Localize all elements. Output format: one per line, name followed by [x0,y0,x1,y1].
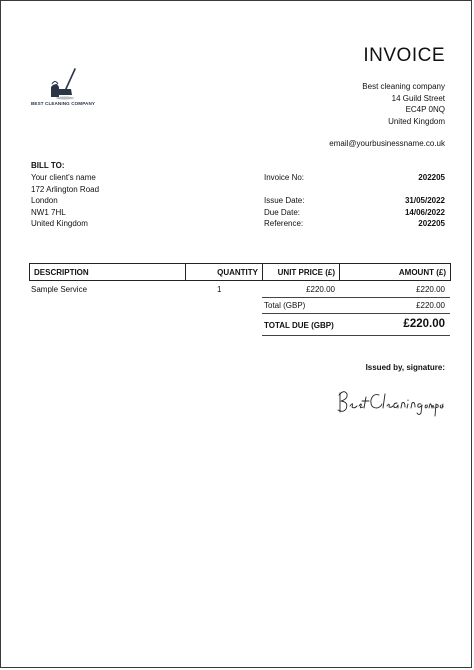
bill-to-address [31,172,99,230]
client-name: Your client's name [31,173,96,182]
total-due-label: TOTAL DUE (GBP) [264,321,334,330]
total-bottom-divider [262,335,450,336]
item-description: Sample Service [31,285,88,294]
items-table [29,263,451,281]
issue-date-label: Issue Date: [264,196,305,205]
item-unit-price: £220.00 [306,285,335,294]
header-amount: AMOUNT (£) [340,264,451,281]
invoice-meta-values [405,172,445,230]
reference-value: 202205 [418,219,445,228]
subtotal-label: Total (GBP) [264,301,306,310]
item-amount: £220.00 [416,285,445,294]
company-street: 14 Guild Street [391,93,445,103]
bill-to-heading: BILL TO: [31,161,65,170]
total-divider [262,313,450,314]
subtotal-value: £220.00 [416,301,445,310]
invoice-no-label: Invoice No: [264,173,305,182]
item-quantity: 1 [217,285,222,294]
items-table-header [30,264,451,281]
subtotal-divider [262,297,450,298]
due-date-label: Due Date: [264,207,301,217]
client-postcode: NW1 7HL [31,207,66,217]
client-city: London [31,196,58,205]
logo-text: BEST CLEANING COMPANY [31,101,96,106]
invoice-meta-labels [264,172,304,230]
issue-date-value: 31/05/2022 [404,196,445,205]
company-email: email@yourbusinessname.co.uk [329,139,445,148]
company-address [362,81,445,127]
client-country: United Kingdom [31,219,88,228]
handwritten-signature [335,385,447,421]
company-logo [31,67,101,111]
reference-label: Reference: [264,219,304,228]
invoice-no-value: 202205 [418,173,445,182]
header-description: DESCRIPTION [30,264,186,281]
signature-label: Issued by, signature: [365,363,445,372]
client-street: 172 Arlington Road [31,184,100,194]
header-unit-price: UNIT PRICE (£) [263,264,340,281]
company-country: United Kingdom [388,116,445,126]
due-date-value: 14/06/2022 [404,207,445,217]
company-name: Best cleaning company [362,82,445,91]
total-due-value: £220.00 [403,318,445,330]
cleaning-mop-bucket-icon [45,67,85,101]
header-quantity: QUANTITY [186,264,263,281]
invoice-title: INVOICE [363,45,445,66]
company-postcode: EC4P 0NQ [405,105,445,114]
